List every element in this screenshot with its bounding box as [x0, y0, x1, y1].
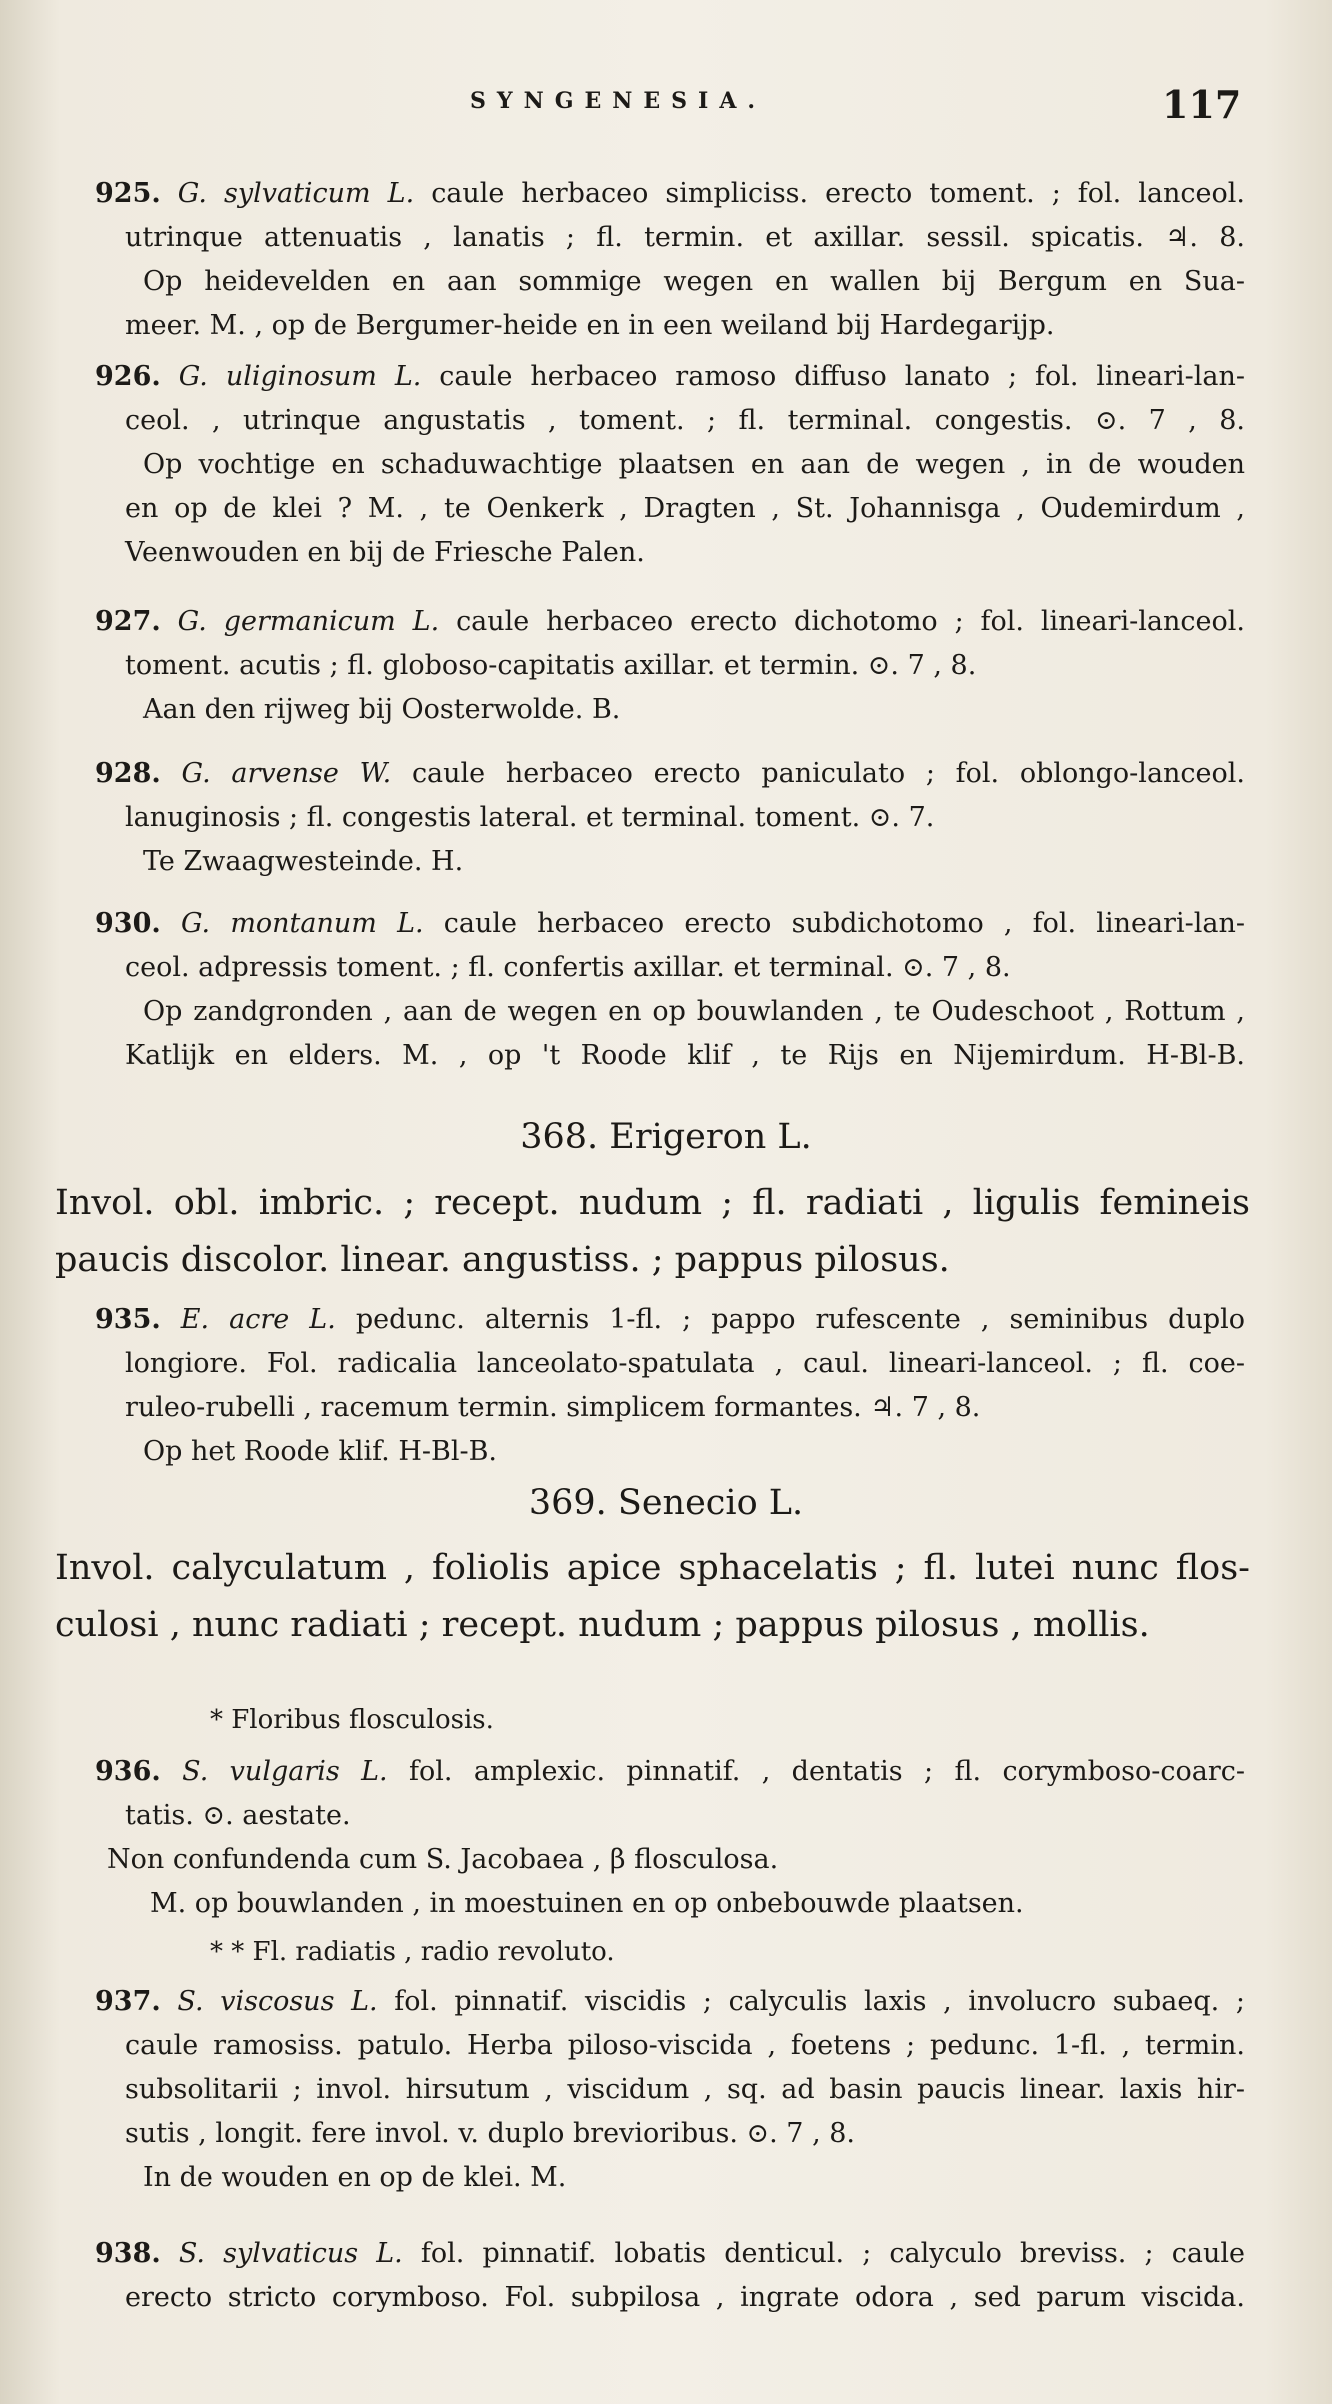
section-heading-radiatis: * * Fl. radiatis , radio revoluto.: [210, 1937, 615, 1967]
genus-abbrev: G.: [177, 178, 207, 209]
running-title: SYNGENESIA.: [470, 88, 767, 114]
genus-abbrev: S.: [178, 2238, 206, 2269]
description-line: ceol. , utrinque angustatis , toment. ; fl. terminal. congestis. ⊙. 7 , 8.: [125, 405, 1245, 436]
author: L.: [387, 178, 415, 209]
locality-line: Katlijk en elders. M. , op 't Roode klif , te Rijs en Nijemirdum. H-Bl-B.: [125, 1040, 1245, 1071]
genus-abbrev: G.: [181, 758, 211, 789]
description-line: ruleo-rubelli , racemum termin. simplicem formantes. ♃. 7 , 8.: [125, 1392, 981, 1423]
author: L.: [394, 361, 422, 392]
description-line: toment. acutis ; fl. globoso-capitatis axillar. et termin. ⊙. 7 , 8.: [125, 650, 977, 681]
species-name: viscosus: [220, 1986, 335, 2017]
species-entry-927: [95, 600, 1245, 732]
author: L.: [309, 1304, 336, 1335]
author: L.: [412, 606, 440, 637]
author: L.: [376, 2238, 403, 2269]
locality-line: en op de klei ? M. , te Oenkerk , Dragten , St. Johannisga , Oudemirdum ,: [125, 493, 1245, 524]
locality-line: Op vochtige en schaduwachtige plaatsen en aan de wegen , in de wouden: [143, 449, 1245, 480]
section-heading-flosculosis: * Floribus flosculosis.: [210, 1705, 494, 1735]
locality-line: Veenwouden en bij de Friesche Palen.: [125, 537, 645, 568]
entry-number: 937.: [95, 1986, 161, 2017]
author: L.: [361, 1756, 388, 1787]
locality-line: Te Zwaagwesteinde. H.: [143, 846, 464, 877]
description-line: longiore. Fol. radicalia lanceolato-spatulata , caul. lineari-lanceol. ; fl. coe-: [125, 1348, 1245, 1379]
description-line: caule herbaceo erecto subdichotomo , fol. lineari-lan-: [443, 908, 1245, 939]
entry-number: 927.: [95, 606, 161, 637]
locality-line: meer. M. , op de Bergumer-heide en in een weiland bij Hardegarijp.: [125, 310, 1055, 341]
species-entry-936: [95, 1750, 1245, 1926]
entry-number: 930.: [95, 908, 161, 939]
description-line: fol. pinnatif. viscidis ; calyculis laxis , involucro subaeq. ;: [394, 1986, 1245, 2017]
description-line: caule herbaceo simpliciss. erecto toment. ; fol. lanceol.: [431, 178, 1245, 209]
description-line: caule herbaceo erecto paniculato ; fol. oblongo-lanceol.: [411, 758, 1245, 789]
species-entry-925: [95, 172, 1245, 348]
description-line: pedunc. alternis 1-fl. ; pappo rufescente , seminibus duplo: [355, 1304, 1246, 1335]
description-line: ceol. adpressis toment. ; fl. confertis axillar. et terminal. ⊙. 7 , 8.: [125, 952, 1011, 983]
locality-line: Op zandgronden , aan de wegen en op bouwlanden , te Oudeschoot , Rottum ,: [143, 996, 1245, 1027]
species-name: vulgaris: [229, 1756, 340, 1787]
description-line: fol. amplexic. pinnatif. , dentatis ; fl. corymboso-coarc-: [409, 1756, 1245, 1787]
species-name: sylvaticum: [223, 178, 371, 209]
species-entry-938: [95, 2232, 1245, 2320]
species-entry-930: [95, 902, 1245, 1078]
description-line: utrinque attenuatis , lanatis ; fl. termin. et axillar. sessil. spicatis. ♃. 8.: [125, 222, 1245, 253]
locality-line: M. op bouwlanden , in moestuinen en op onbebouwde plaatsen.: [150, 1888, 1024, 1919]
species-name: uliginosum: [225, 361, 377, 392]
description-line: caule herbaceo erecto dichotomo ; fol. lineari-lanceol.: [456, 606, 1245, 637]
description-line: fol. pinnatif. lobatis denticul. ; calyculo breviss. ; caule: [420, 2238, 1245, 2269]
author: L.: [351, 1986, 378, 2017]
genus-characters-senecio: [55, 1540, 1250, 1654]
species-entry-937: [95, 1980, 1245, 2200]
genus-abbrev: G.: [177, 606, 207, 637]
entry-number: 935.: [95, 1304, 161, 1335]
species-name: sylvaticus: [223, 2238, 359, 2269]
description-line: erecto stricto corymboso. Fol. subpilosa , ingrate odora , sed parum viscida.: [125, 2282, 1245, 2313]
entry-number: 926.: [95, 361, 161, 392]
running-head: [0, 82, 1332, 127]
author: W.: [359, 758, 392, 789]
species-name: acre: [229, 1304, 290, 1335]
species-name: arvense: [231, 758, 339, 789]
description-line: caule herbaceo ramoso diffuso lanato ; fol. lineari-lan-: [439, 361, 1245, 392]
locality-line: Op heidevelden en aan sommige wegen en wallen bij Bergum en Sua-: [143, 266, 1245, 297]
entry-number: 925.: [95, 178, 161, 209]
character-line: culosi , nunc radiati ; recept. nudum ; pappus pilosus , mollis.: [55, 1605, 1150, 1645]
character-line: Invol. obl. imbric. ; recept. nudum ; fl. radiati , ligulis femineis: [55, 1183, 1250, 1223]
entry-number: 928.: [95, 758, 161, 789]
genus-abbrev: E.: [180, 1304, 210, 1335]
locality-line: Aan den rijweg bij Oosterwolde. B.: [143, 694, 621, 725]
entry-number: 938.: [95, 2238, 161, 2269]
species-name: germanicum: [223, 606, 396, 637]
character-line: paucis discolor. linear. angustiss. ; pappus pilosus.: [55, 1240, 950, 1280]
genus-heading-senecio: 369. Senecio L.: [528, 1483, 804, 1523]
genus-heading-erigeron: 368. Erigeron L.: [520, 1117, 812, 1157]
character-line: Invol. calyculatum , foliolis apice sphacelatis ; fl. lutei nunc flos-: [55, 1548, 1250, 1588]
genus-abbrev: S.: [182, 1756, 209, 1787]
description-line: tatis. ⊙. aestate.: [125, 1800, 351, 1831]
genus-abbrev: G.: [180, 908, 211, 939]
description-line: subsolitarii ; invol. hirsutum , viscidum , sq. ad basin paucis linear. laxis hir-: [125, 2074, 1245, 2105]
description-line: sutis , longit. fere invol. v. duplo brevioribus. ⊙. 7 , 8.: [125, 2118, 855, 2149]
description-line: lanuginosis ; fl. congestis lateral. et terminal. toment. ⊙. 7.: [125, 802, 935, 833]
entry-number: 936.: [95, 1756, 161, 1787]
note-line: Non confundenda cum S. Jacobaea , β flosculosa.: [107, 1844, 779, 1875]
species-entry-935: [95, 1298, 1245, 1474]
description-line: caule ramosiss. patulo. Herba piloso-viscida , foetens ; pedunc. 1-fl. , termin.: [125, 2030, 1245, 2061]
author: L.: [397, 908, 424, 939]
species-entry-926: [95, 355, 1245, 575]
page-number: 117: [1162, 82, 1242, 127]
genus-characters-erigeron: [55, 1175, 1250, 1289]
genus-abbrev: S.: [177, 1986, 204, 2017]
genus-abbrev: G.: [178, 361, 208, 392]
species-name: montanum: [230, 908, 377, 939]
species-entry-928: [95, 752, 1245, 884]
locality-line: In de wouden en op de klei. M.: [143, 2162, 567, 2193]
locality-line: Op het Roode klif. H-Bl-B.: [143, 1436, 498, 1467]
